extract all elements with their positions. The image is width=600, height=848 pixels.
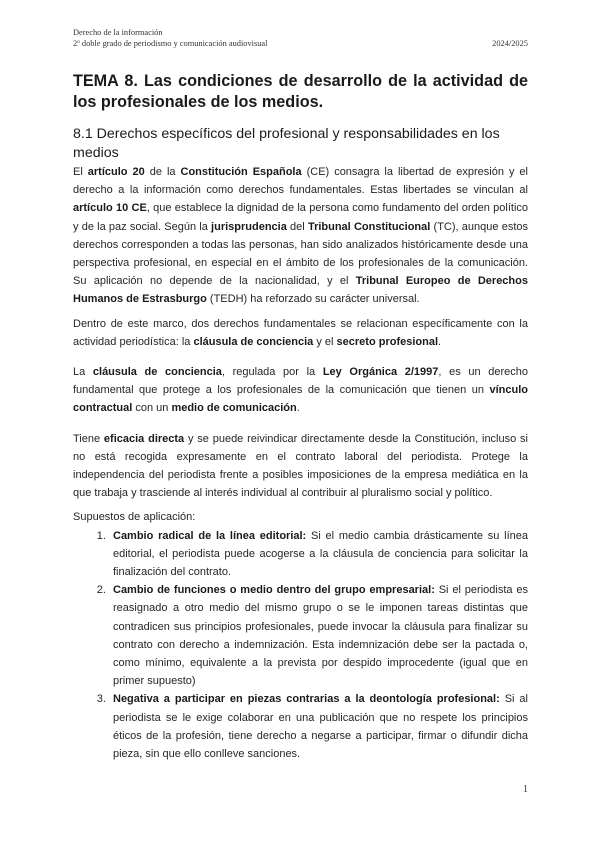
paragraph-supuestos: Supuestos de aplicación: [73, 511, 196, 524]
supuestos-list [73, 527, 528, 764]
header-year: 2024/2025 [492, 38, 528, 48]
header-course: 2º doble grado de periodismo y comunicación audiovisual [73, 38, 268, 48]
paragraph-clausula: La cláusula de conciencia, regulada por la Ley Orgánica 2/1997, es un derecho fundamental que protege a los profesionales de la comunicación que tienen un vínculo contractual con un medio de comunicación. [73, 366, 528, 415]
header-subject: Derecho de la información [73, 28, 163, 37]
document-body [73, 71, 528, 763]
list-item: 2. Cambio de funciones o medio dentro del grupo empresarial: Si el periodista es reasignado a otro medio del mismo grupo o se le imponen tareas distintas que contradicen sus principios profesionales, puede invocar la cláusula para finalizar su contrato con derecho a indemnización. Esta indemnización debe ser la pactada o, como mínimo, equivalente a la prevista por despido improcedente (igual que en primer supuesto) [109, 581, 528, 690]
term-clausula: cláusula de conciencia [193, 335, 314, 348]
paragraph-eficacia: Tiene eficacia directa y se puede reivindicar directamente desde la Constitución, incluso si no está recogida expresamente en el contrato laboral del periodista. Protege la independencia del periodista frente a posibles imposiciones de la empresa mediática en la que trabaja y trasciende al interés individual al contribuir al pluralismo social y político. [73, 432, 528, 500]
ref-jurisprudencia: jurisprudencia [211, 220, 287, 233]
list-item: 1. Cambio radical de la línea editorial: Si el medio cambia drásticamente su línea editorial, el periodista puede acogerse a la cláusula de conciencia para solicitar la finalización del contrato. [109, 527, 528, 582]
ref-tribunal-constitucional: Tribunal Constitucional [307, 220, 431, 233]
ref-tedh: Tribunal Europeo de Derechos Humanos de Estrasburgo [73, 275, 528, 306]
list-item: 3. Negativa a participar en piezas contrarias a la deontología profesional: Si al periodista se le exige colaborar en una publicación que no respete los principios éticos de la profesión, tiene derecho a negarse a participar, firmar o difundir dicha pieza, sin que ello conlleve sanciones. [109, 690, 528, 763]
term-secreto: secreto profesional [336, 335, 439, 348]
section-heading: 8.1 Derechos específicos del profesional y responsabilidades en los medios [73, 126, 500, 161]
page-number: 1 [523, 784, 528, 795]
ref-articulo-20: artículo 20 [87, 166, 145, 178]
running-header [73, 28, 528, 49]
ref-constitucion: Constitución Española [180, 166, 302, 178]
page-title: TEMA 8. Las condiciones de desarrollo de la actividad de los profesionales de los medios. [73, 72, 528, 111]
paragraph-framework: Dentro de este marco, dos derechos fundamentales se relacionan específicamente con la actividad periodística: la cláusula de conciencia y el secreto profesional. [73, 317, 528, 348]
ref-ley-organica: Ley Orgánica 2/1997 [322, 366, 439, 379]
ref-articulo-10: artículo 10 CE [73, 202, 147, 215]
paragraph-intro: El artículo 20 de la Constitución Española (CE) consagra la libertad de expresión y el derecho a la información como derechos fundamentales. Estas libertades se vinculan al artículo 10 CE, que establece la dignidad de la persona como fundamento del orden político y de la paz social. Según la jurisprudencia del Tribunal Constitucional (TC), aunque estos derechos corresponden a todas las personas, han sido analizados históricamente desde una perspectiva profesional, en especial en el ámbito de los profesionales de la comunicación. Su aplicación no depende de la nacionalidad, y el Tribunal Europeo de Derechos Humanos de Estrasburgo (TEDH) ha reforzado su carácter universal. [73, 166, 529, 306]
